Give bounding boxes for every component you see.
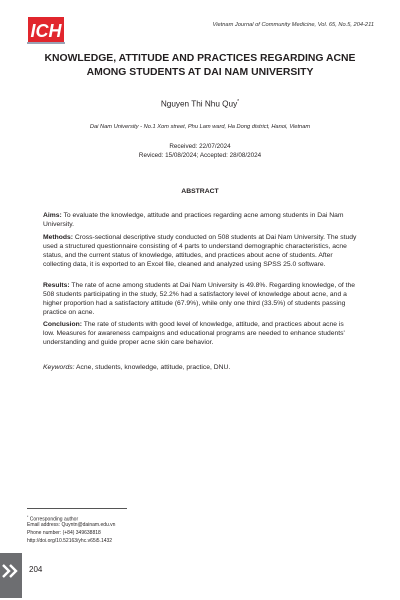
author-mark: * (237, 99, 240, 105)
author-name: Nguyen Thi Nhu Quy (160, 99, 238, 109)
paper-title-line-2: AMONG STUDENTS AT DAI NAM UNIVERSITY (86, 67, 314, 78)
keywords-label: Keywords: (43, 364, 75, 371)
footnote-mark: * (27, 515, 29, 519)
results-label: Results: (43, 282, 70, 289)
paper-title-line-1: KNOWLEDGE, ATTITUDE AND PRACTICES REGARDING ACNE (44, 53, 356, 64)
journal-logo (28, 17, 64, 43)
author (0, 99, 400, 109)
affiliation: Dai Nam University - No.1 Xom street, Phu Lam ward, Ha Dong district, Hanoi, Vietnam (89, 124, 311, 130)
abstract-conclusion (43, 320, 357, 347)
page-number: 204 (29, 565, 43, 574)
logo-text: ICH (30, 21, 62, 41)
aims-label: Aims: (43, 212, 62, 219)
abstract-methods (43, 233, 357, 269)
page-tab-chevrons-icon (0, 553, 22, 598)
abstract-heading: ABSTRACT (181, 188, 219, 195)
methods-text: Cross-sectional descriptive study conducted on 508 students at Dai Nam University. The study used a structured questionnaire consisting of 4 parts to understand demographic characteristics, acne status, and the current status of knowledge, attitudes, and practices about acne of students. After collecting data, it is exported to an Excel file, cleaned and analyzed using SPSS 25.0 software. (43, 234, 357, 269)
abstract-aims (43, 211, 357, 229)
methods-label: Methods: (43, 234, 73, 241)
conclusion-text: The rate of students with good level of knowledge, attitude, and practices about acne is low. Measures for awareness campaigns and educational programs are needed to enhance students' understanding and guide proper acne skin care behavior. (43, 321, 345, 347)
received-date: Received: 22/07/2024 (169, 143, 231, 150)
results-text: The rate of acne among students at Dai Nam University is 49.8%. Regarding knowledge, of the 508 students participating in the study, 52.2% had a satisfactory level of knowledge about acne, and a higher proportion had a satisfactory attitude (67.9%), while only one third (33.5%) of students passing practice on acne. (43, 282, 356, 317)
revised-accepted-date: Reviced: 15/08/2024; Accepted: 28/08/2024 (138, 152, 262, 159)
footnote-doi: http://doi.org/10.52163/yhc.v65i5.1432 (27, 538, 113, 544)
footnote-phone: Phone number: (+84) 349638818 (27, 530, 101, 536)
aims-text: To evaluate the knowledge, attitude and practices regarding acne among students in Dai Nam University. (43, 212, 344, 229)
conclusion-label: Conclusion: (43, 321, 82, 328)
abstract-results (43, 281, 357, 317)
logo-underline (27, 42, 65, 44)
keywords-text: Acne, students, knowledge, attitude, practice, DNU. (76, 364, 231, 371)
keywords (43, 364, 230, 371)
footnote-divider (27, 508, 127, 509)
footnote-email: Email address: Quyntn@dainam.edu.vn (27, 522, 116, 528)
journal-header: Vietnam Journal of Community Medicine, Vol. 65, No.5, 204-211 (212, 22, 374, 28)
corresponding-text: Corresponding author (29, 516, 79, 523)
